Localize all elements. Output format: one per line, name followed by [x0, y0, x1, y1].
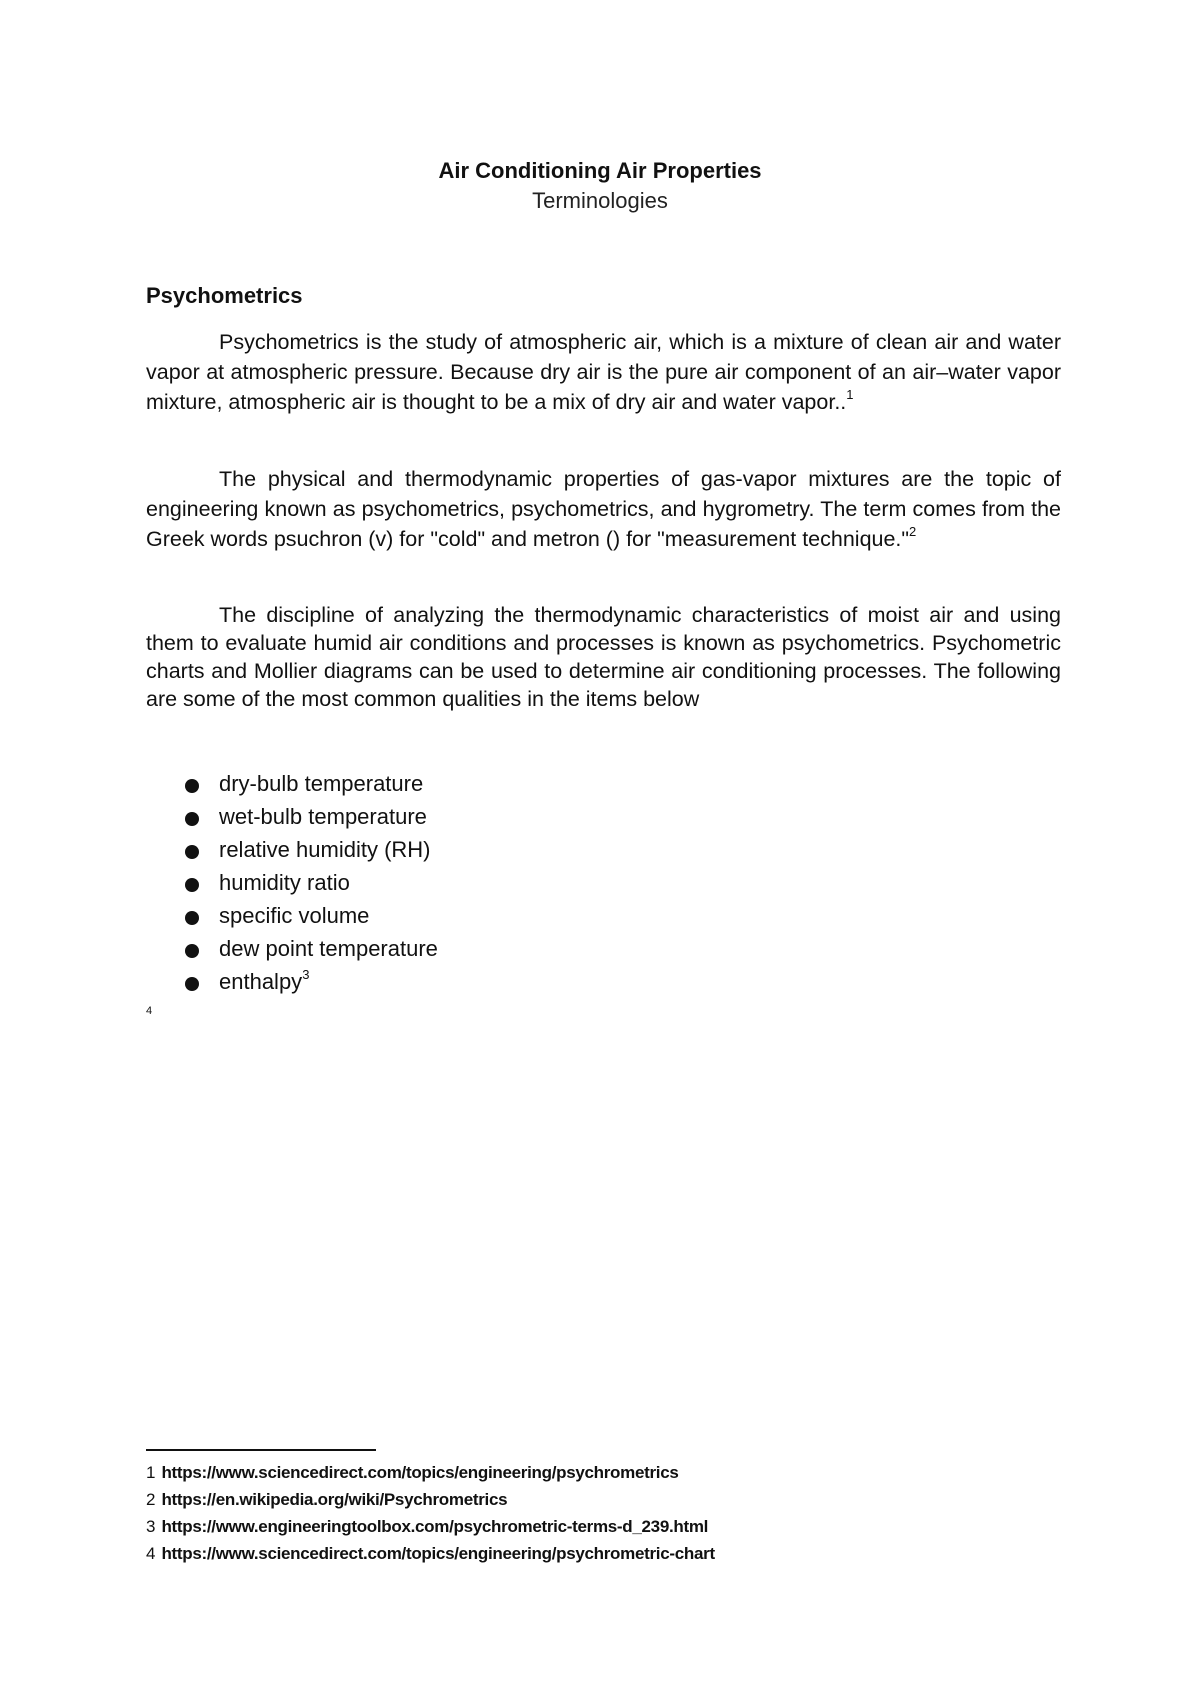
footnote-ref[interactable]: 4 [146, 1005, 153, 1017]
list-item-text: dew point temperature [219, 936, 438, 961]
paragraph-1 [146, 327, 1061, 417]
list-item [146, 869, 438, 902]
footnote-ref[interactable]: 3 [302, 966, 310, 982]
footnote [146, 1459, 715, 1486]
footnote-link[interactable]: https://www.engineeringtoolbox.com/psychrometric-terms-d_239.html [161, 1517, 709, 1536]
list-item-text: dry-bulb temperature [219, 771, 424, 796]
paragraph-2 [146, 464, 1061, 554]
paragraph-3 [146, 601, 1061, 713]
list-item [146, 968, 438, 1001]
footnote-link[interactable]: https://en.wikipedia.org/wiki/Psychrometrics [161, 1490, 508, 1509]
bullet-icon [185, 944, 199, 958]
list-item-text: humidity ratio [219, 870, 350, 895]
bullet-icon [185, 812, 199, 826]
properties-list [146, 770, 438, 1001]
footnote [146, 1486, 715, 1513]
paragraph-text: The physical and thermodynamic properties of gas-vapor mixtures are the topic of engineering known as psychometrics, psychometrics, and hygrometry. The term comes from the Greek words psuchron (v) for "cold" and metron () for "measurement technique." [146, 467, 1061, 551]
bullet-icon [185, 911, 199, 925]
document-title: Air Conditioning Air Properties [438, 158, 762, 183]
paragraph-text: The discipline of analyzing the thermodynamic characteristics of moist air and using them to evaluate humid air conditions and processes is known as psychometrics. Psychometric charts and Mollier diagrams can be used to determine air conditioning processes. The following are some of the most common qualities in the items below [146, 603, 1061, 711]
footnote-number: 1 [146, 1463, 156, 1482]
bullet-icon [185, 779, 199, 793]
list-item-text: wet-bulb temperature [219, 804, 427, 829]
list-item-text: relative humidity (RH) [219, 837, 431, 862]
bullet-icon [185, 977, 199, 991]
bullet-icon [185, 878, 199, 892]
footnote-link[interactable]: https://www.sciencedirect.com/topics/engineering/psychrometrics [161, 1463, 679, 1482]
footnote-ref[interactable]: 2 [909, 523, 917, 539]
footnote-number: 4 [146, 1544, 156, 1563]
list-item [146, 770, 438, 803]
footnote [146, 1540, 715, 1567]
footnote-number: 2 [146, 1490, 156, 1509]
section-heading: Psychometrics [146, 283, 303, 308]
list-item-text: specific volume [219, 903, 370, 928]
list-item [146, 836, 438, 869]
bullet-icon [185, 845, 199, 859]
document-subtitle: Terminologies [532, 188, 668, 213]
paragraph-text: Psychometrics is the study of atmospheric air, which is a mixture of clean air and water vapor at atmospheric pressure. Because dry air is the pure air component of an air–water vapor mixture, atmospheric air is thought to be a mix of dry air and water vapor.. [146, 330, 1061, 414]
footnotes-list [146, 1459, 715, 1567]
footnote [146, 1513, 715, 1540]
list-item-text: enthalpy [219, 969, 303, 994]
footnote-separator [146, 1449, 376, 1451]
footnote-ref[interactable]: 1 [846, 386, 854, 402]
list-item [146, 935, 438, 968]
list-item [146, 902, 438, 935]
footnote-number: 3 [146, 1517, 156, 1536]
list-item [146, 803, 438, 836]
footnote-link[interactable]: https://www.sciencedirect.com/topics/engineering/psychrometric-chart [161, 1544, 715, 1563]
